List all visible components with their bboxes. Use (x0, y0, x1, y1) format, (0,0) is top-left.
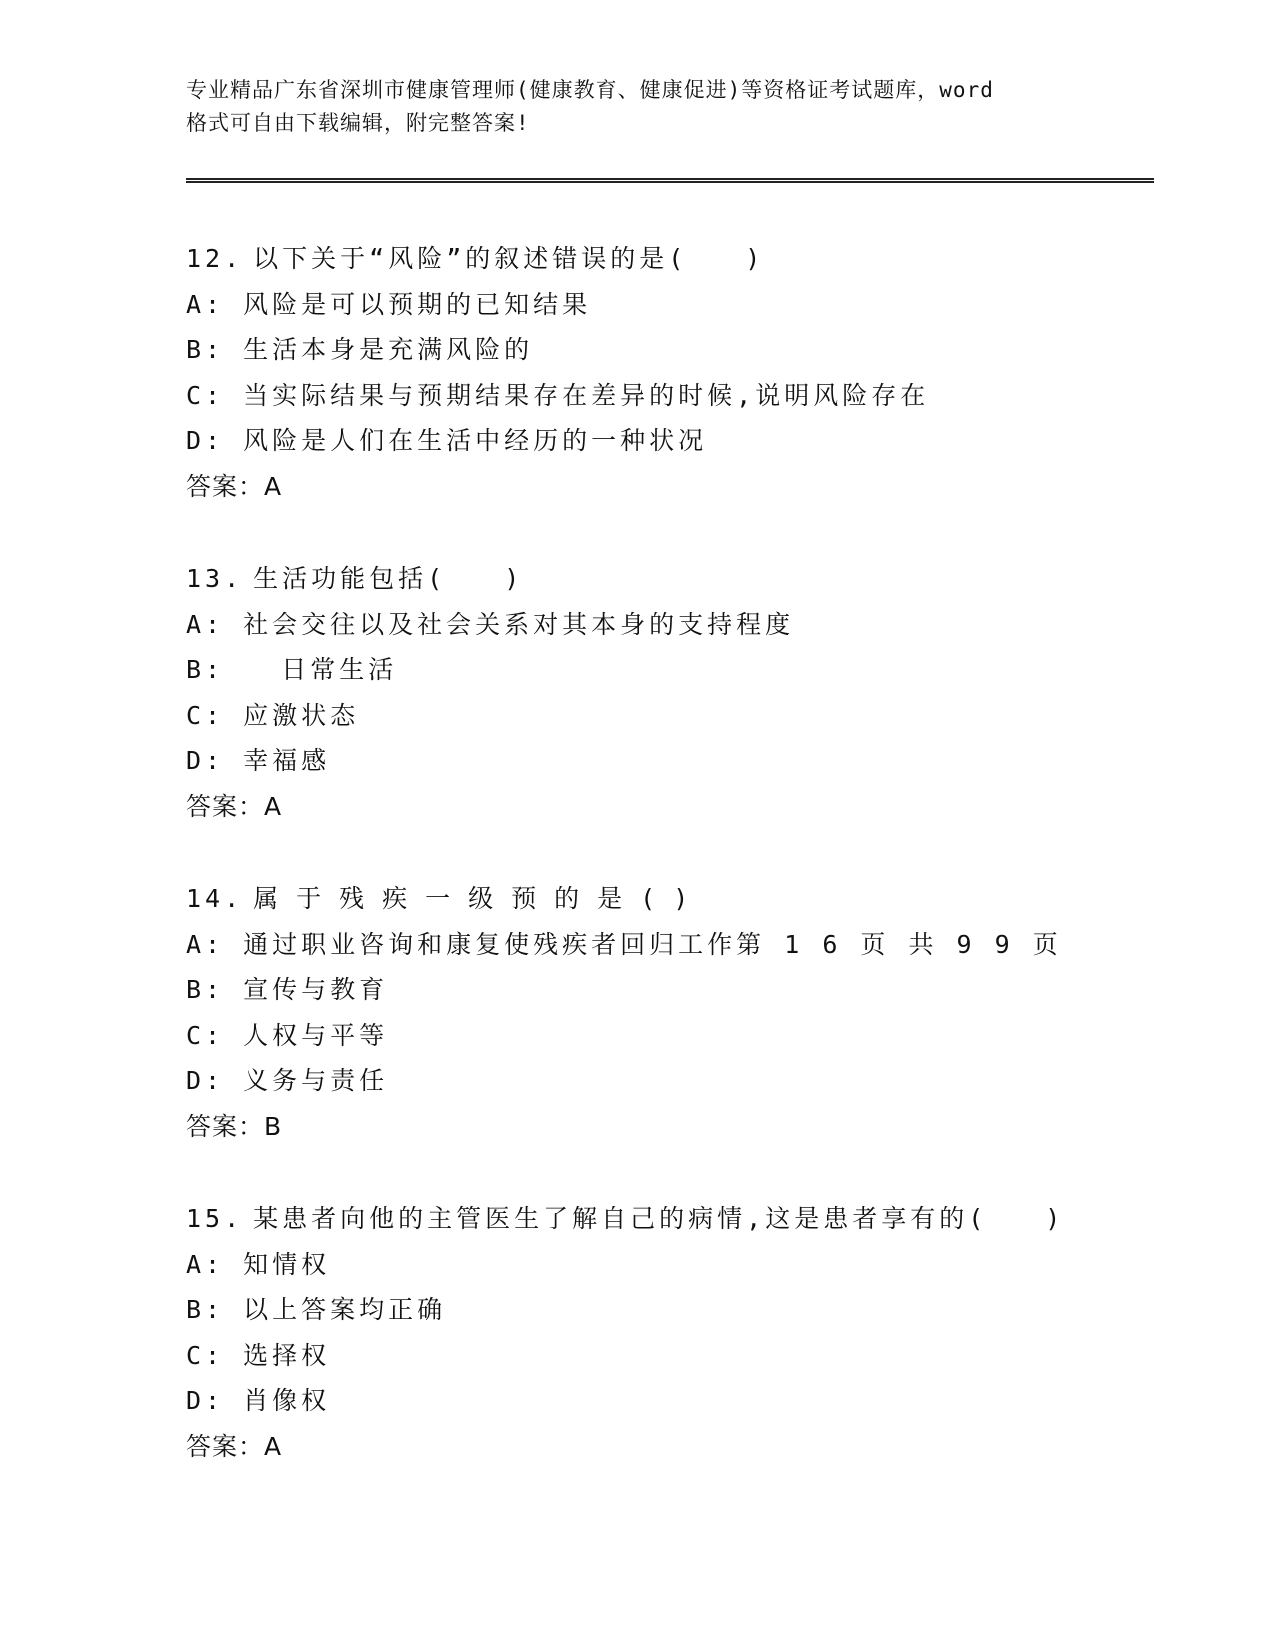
option-label: C: (186, 1020, 225, 1050)
option-b (186, 967, 1166, 1013)
option-text: 风险是可以预期的已知结果 (243, 289, 592, 319)
option-label: A: (186, 289, 225, 319)
answer-label: 答案： (186, 1111, 265, 1141)
question-number: 12. (186, 244, 244, 273)
option-b (186, 327, 1166, 373)
answer-value: A (264, 791, 283, 821)
option-label: D: (186, 1386, 225, 1415)
option-d (186, 418, 1166, 464)
answer-line (186, 784, 1166, 830)
option-label: D: (186, 746, 225, 775)
header-divider (186, 178, 1154, 183)
option-text: 社会交往以及社会关系对其本身的支持程度 (243, 609, 795, 639)
option-c (186, 1013, 1166, 1059)
option-text: 人权与平等 (243, 1020, 389, 1050)
option-label: C: (186, 700, 225, 730)
option-label: C: (186, 380, 225, 410)
option-text: 风险是人们在生活中经历的一种状况 (243, 426, 708, 455)
header-line-1: 专业精品广东省深圳市健康管理师(健康教育、健康促进)等资格证考试题库，word (186, 78, 994, 102)
option-label: A: (186, 1249, 225, 1279)
question-number: 14. (186, 884, 244, 913)
answer-label: 答案： (186, 1431, 265, 1461)
option-text: 生活本身是充满风险的 (243, 335, 534, 364)
option-b (186, 647, 1166, 693)
option-label: B: (186, 655, 225, 684)
option-text: 选择权 (243, 1340, 331, 1370)
option-text: 通过职业咨询和康复使残疾者回归工作第 1 6 页 共 9 9 页 (243, 929, 1062, 959)
option-text: 肖像权 (243, 1386, 331, 1415)
question-stem (186, 556, 1166, 602)
question-12 (186, 236, 1166, 509)
option-c (186, 693, 1166, 739)
option-label: A: (186, 929, 225, 959)
question-14 (186, 876, 1166, 1149)
option-text: 知情权 (243, 1249, 331, 1279)
option-a (186, 922, 1166, 968)
answer-line (186, 1104, 1166, 1150)
option-text: 义务与责任 (243, 1066, 389, 1095)
question-13 (186, 556, 1166, 829)
option-b (186, 1287, 1166, 1333)
option-a (186, 602, 1166, 648)
option-text: 以上答案均正确 (243, 1295, 447, 1324)
question-stem (186, 1196, 1166, 1242)
option-a (186, 282, 1166, 328)
question-number: 13. (186, 564, 244, 593)
question-number: 15. (186, 1204, 244, 1233)
option-label: C: (186, 1340, 225, 1370)
option-text: 应激状态 (243, 700, 360, 730)
option-label: D: (186, 426, 225, 455)
answer-value: A (264, 1431, 283, 1461)
option-d (186, 738, 1166, 784)
option-label: A: (186, 609, 225, 639)
question-text: 以下关于“风险”的叙述错误的是( ) (253, 244, 765, 273)
answer-value: A (264, 471, 283, 501)
question-15 (186, 1196, 1166, 1469)
answer-line (186, 464, 1166, 510)
question-text: 某患者向他的主管医生了解自己的病情,这是患者享有的( ) (253, 1204, 1065, 1233)
header-line-2: 格式可自由下载编辑，附完整答案! (186, 111, 530, 135)
question-list (186, 236, 1166, 1516)
option-label: B: (186, 335, 225, 364)
option-label: B: (186, 975, 225, 1004)
option-text: 日常生活 (243, 655, 398, 684)
answer-label: 答案： (186, 471, 265, 501)
answer-label: 答案： (186, 791, 265, 821)
option-a (186, 1242, 1166, 1288)
question-stem (186, 876, 1166, 922)
question-text: 属于残疾一级预的是() (253, 884, 707, 913)
question-text: 生活功能包括( ) (253, 564, 524, 593)
option-text: 幸福感 (243, 746, 331, 775)
question-stem (186, 236, 1166, 282)
option-c (186, 373, 1166, 419)
option-d (186, 1058, 1166, 1104)
option-label: D: (186, 1066, 225, 1095)
option-text: 宣传与教育 (243, 975, 389, 1004)
option-d (186, 1378, 1166, 1424)
option-c (186, 1333, 1166, 1379)
answer-value: B (264, 1111, 283, 1141)
option-label: B: (186, 1295, 225, 1324)
page-header (186, 74, 1086, 140)
option-text: 当实际结果与预期结果存在差异的时候,说明风险存在 (243, 380, 930, 410)
answer-line (186, 1424, 1166, 1470)
